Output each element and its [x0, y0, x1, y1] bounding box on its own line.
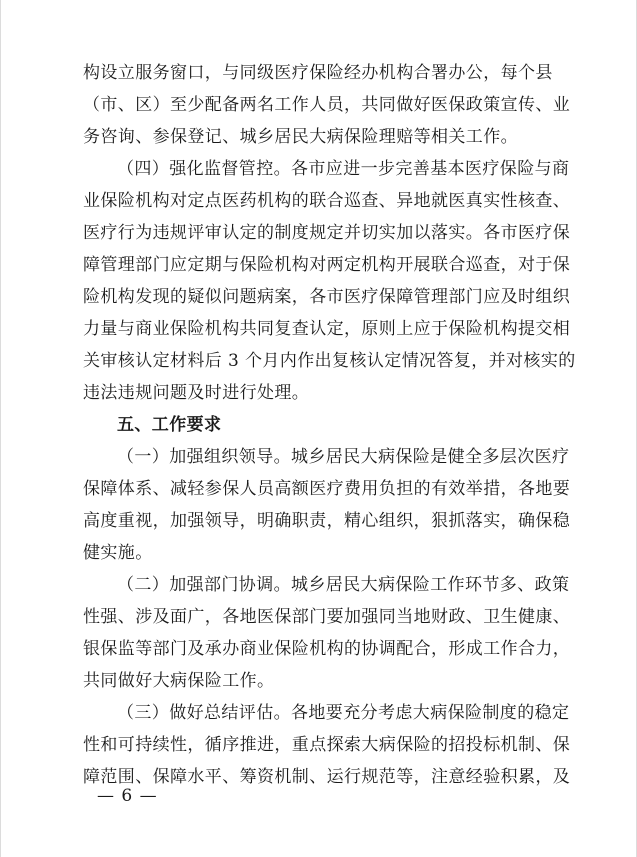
text-line: 共同做好大病保险工作。: [83, 671, 275, 691]
paragraph-heading-line: （四）强化监督管控。各市应进一步完善基本医疗保险与商: [117, 159, 570, 179]
text-line: 障管理部门应定期与保险机构对两定机构开展联合巡查，对于保: [83, 255, 571, 275]
text-line: 性和可持续性，循序推进，重点探索大病保险的招投标机制、保: [83, 735, 571, 755]
text-line: 医疗行为违规评审认定的制度规定并切实加以落实。各市医疗保: [83, 223, 571, 243]
text-line: 违法违规问题及时进行处理。: [83, 383, 310, 403]
page-number: — 6 —: [97, 786, 158, 806]
text-line: 高度重视，加强领导，明确职责，精心组织，狠抓落实，确保稳: [83, 511, 571, 531]
text-line: 健实施。: [83, 543, 153, 563]
text-line: 务咨询、参保登记、城乡居民大病保险理赔等相关工作。: [83, 127, 518, 147]
section-heading: 五、工作要求: [117, 415, 222, 435]
text-line: 银保监等部门及承办商业保险机构的协调配合，形成工作合力，: [83, 639, 571, 659]
paragraph-heading-line: （三）做好总结评估。各地要充分考虑大病保险制度的稳定: [117, 703, 570, 723]
paragraph-heading-line: （二）加强部门协调。城乡居民大病保险工作环节多、政策: [117, 575, 570, 595]
text-line: 障范围、保障水平、筹资机制、运行规范等，注意经验积累，及: [83, 767, 571, 787]
document-body: [83, 57, 576, 793]
text-line: 保障体系、减轻参保人员高额医疗费用负担的有效举措，各地要: [83, 479, 571, 499]
text-line: 关审核认定材料后 3 个月内作出复核认定情况答复，并对核实的: [83, 351, 576, 371]
text-line: 险机构发现的疑似问题病案，各市医疗保障管理部门应及时组织: [83, 287, 571, 307]
text-line: 力量与商业保险机构共同复查认定，原则上应于保险机构提交相: [83, 319, 571, 339]
text-line: 业保险机构对定点医药机构的联合巡查、异地就医真实性核查、: [83, 191, 571, 211]
text-line: 构设立服务窗口，与同级医疗保险经办机构合署办公，每个县: [83, 63, 553, 83]
text-line: 性强、涉及面广，各地医保部门要加强同当地财政、卫生健康、: [83, 607, 571, 627]
paragraph-heading-line: （一）加强组织领导。城乡居民大病保险是健全多层次医疗: [117, 447, 570, 467]
text-line: （市、区）至少配备两名工作人员，共同做好医保政策宣传、业: [83, 95, 571, 115]
